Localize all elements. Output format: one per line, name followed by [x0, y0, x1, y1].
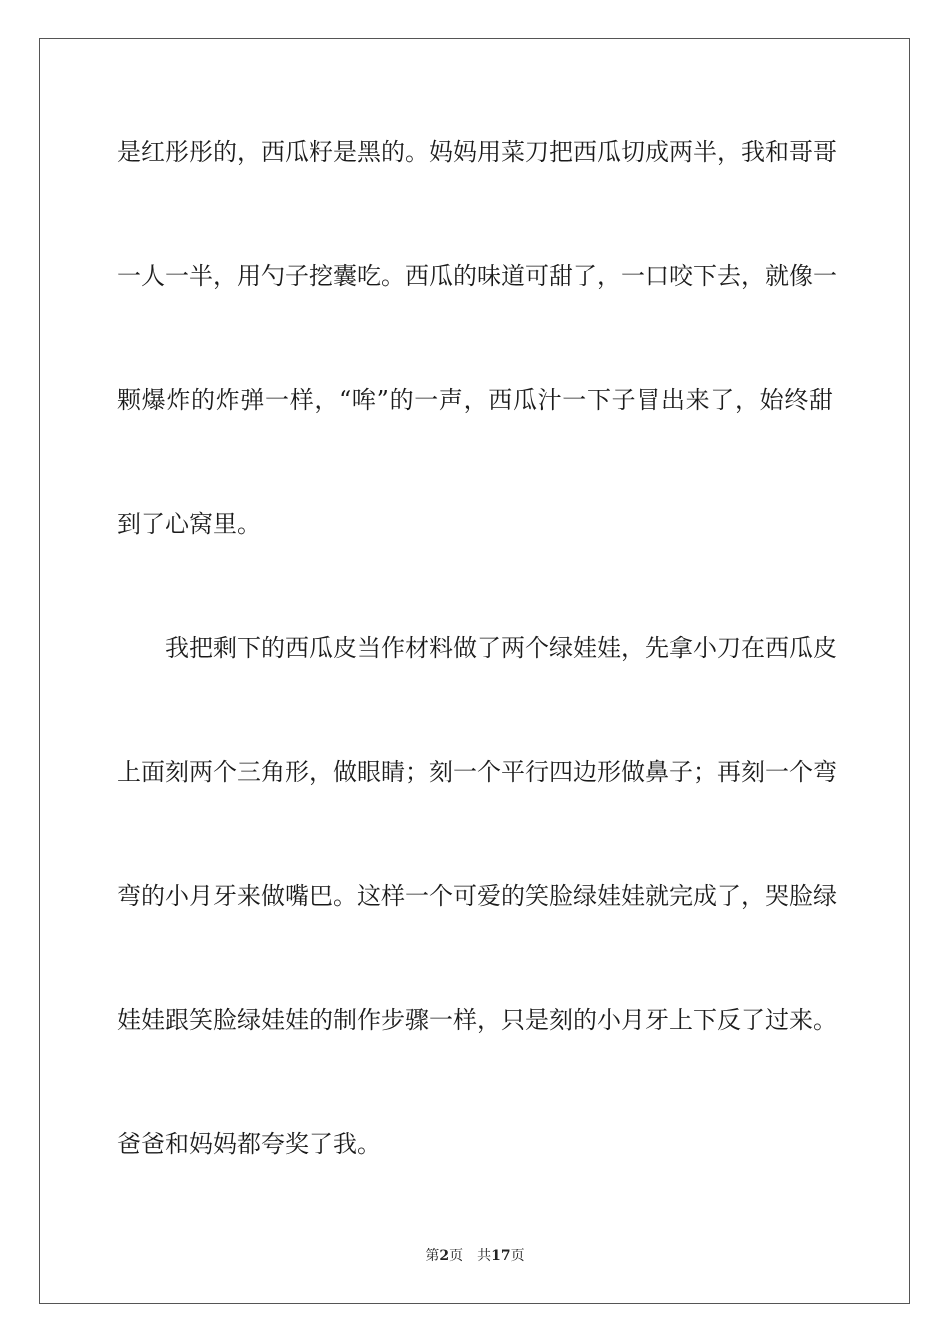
page-footer — [0, 1246, 950, 1266]
text-line: 娃娃跟笑脸绿娃娃的制作步骤一样，只是刻的小月牙上下反了过来。 — [117, 1006, 837, 1034]
text-line: 颗爆炸的炸弹一样，“哞”的一声，西瓜汁一下子冒出来了，始终甜 — [117, 386, 833, 414]
text-line: 弯的小月牙来做嘴巴。这样一个可爱的笑脸绿娃娃就完成了，哭脸绿 — [117, 882, 837, 910]
paragraph-first-line: 我把剩下的西瓜皮当作材料做了两个绿娃娃，先拿小刀在西瓜皮 — [165, 634, 837, 662]
page-border — [39, 38, 910, 1304]
text-line: 一人一半，用勺子挖囊吃。西瓜的味道可甜了，一口咬下去，就像一 — [117, 262, 837, 290]
text-line: 上面刻两个三角形，做眼睛；刻一个平行四边形做鼻子；再刻一个弯 — [117, 758, 837, 786]
text-line: 是红彤彤的，西瓜籽是黑的。妈妈用菜刀把西瓜切成两半，我和哥哥 — [117, 138, 837, 166]
total-pages-label: 共17页 — [477, 1248, 525, 1264]
text-line: 到了心窝里。 — [117, 510, 261, 538]
page-number-label: 第2页 — [425, 1248, 464, 1264]
text-line: 爸爸和妈妈都夸奖了我。 — [117, 1130, 381, 1158]
